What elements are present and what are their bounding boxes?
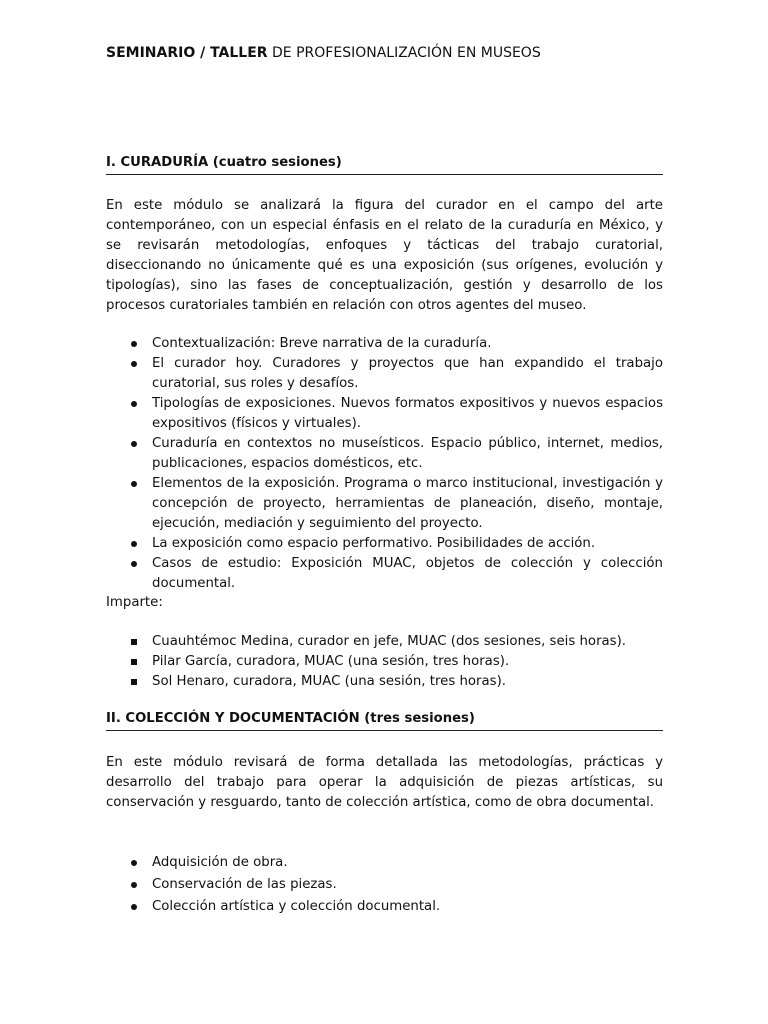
title-rest: DE PROFESIONALIZACIÓN EN MUSEOS [267, 45, 541, 61]
list-item: Curaduría en contextos no museísticos. Espacio público, internet, medios, publicaciones, espacios domésticos, etc. [152, 436, 663, 471]
section1-heading: I. CURADURÍA (cuatro sesiones) [106, 155, 663, 175]
list-item: Tipologías de exposiciones. Nuevos formatos expositivos y nuevos espacios expositivos (físicos y virtuales). [152, 396, 663, 431]
section2-topics [106, 853, 663, 917]
imparte-label: Imparte: [106, 595, 163, 610]
section2-heading: II. COLECCIÓN Y DOCUMENTACIÓN (tres sesiones) [106, 711, 663, 731]
list-item: Cuauhtémoc Medina, curador en jefe, MUAC (dos sesiones, seis horas). [152, 634, 627, 649]
list-item: Colección artística y colección documental. [152, 899, 441, 914]
list-item: Elementos de la exposición. Programa o marco institucional, investigación y concepción de proyecto, herramientas de planeación, diseño, montaje, ejecución, mediación y seguimiento del proyecto. [152, 476, 663, 531]
list-item: Contextualización: Breve narrativa de la curaduría. [152, 336, 492, 351]
list-item: Casos de estudio: Exposición MUAC, objetos de colección y colección documental. [152, 556, 663, 591]
list-item: El curador hoy. Curadores y proyectos que han expandido el trabajo curatorial, sus roles y desafíos. [152, 356, 663, 391]
list-item: Sol Henaro, curadora, MUAC (una sesión, tres horas). [152, 674, 506, 689]
title-bold: SEMINARIO / TALLER [106, 45, 268, 61]
list-item: Adquisición de obra. [152, 855, 288, 870]
section1-topics [106, 334, 663, 594]
section1-paragraph: En este módulo se analizará la figura del curador en el campo del arte contemporáneo, con un especial énfasis en el relato de la curaduría en México, y se revisarán metodologías, enfoques y tácticas del trabajo curatorial, diseccionando no únicamente qué es una exposición (sus orígenes, evolución y tipologías), sino las fases de conceptualización, gestión y desarrollo de los procesos curatoriales también en relación con otros agentes del museo. [106, 198, 663, 313]
section2-paragraph: En este módulo revisará de forma detallada las metodologías, prácticas y desarrollo del trabajo para operar la adquisición de piezas artísticas, su conservación y resguardo, tanto de colección artística, como de obra documental. [106, 755, 663, 810]
page-title [106, 45, 666, 61]
list-item: Pilar García, curadora, MUAC (una sesión, tres horas). [152, 654, 510, 669]
list-item: La exposición como espacio performativo. Posibilidades de acción. [152, 536, 596, 551]
section1-instructors [106, 632, 663, 692]
list-item: Conservación de las piezas. [152, 877, 337, 892]
